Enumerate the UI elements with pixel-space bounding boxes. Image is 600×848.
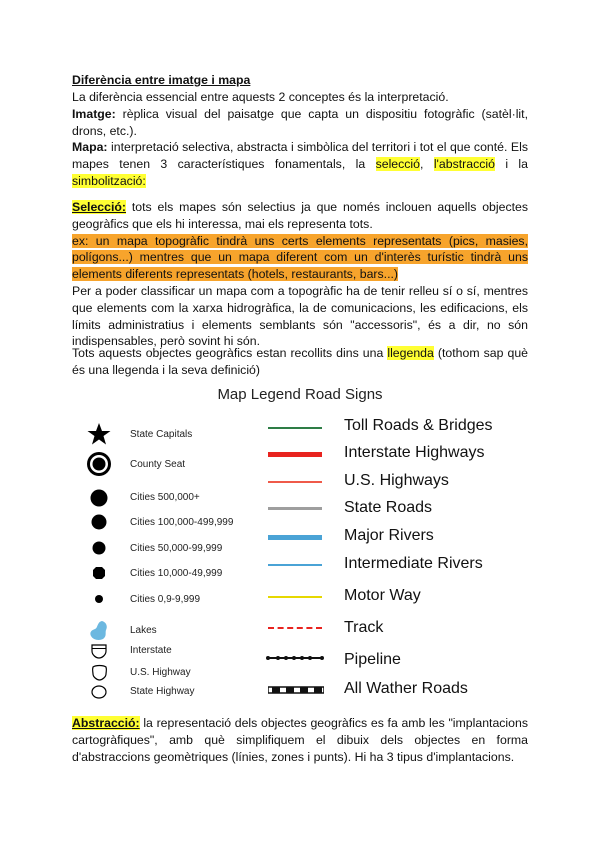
highlight-seleccio: selecció xyxy=(375,156,421,171)
abstraccio-term: Abstracció: xyxy=(72,716,140,730)
llegenda-paragraph xyxy=(72,345,528,379)
state-highway-oval-icon xyxy=(90,684,108,700)
page-title xyxy=(72,72,528,89)
mapa-sep1: , xyxy=(420,156,434,171)
legend-right-label-4: Major Rivers xyxy=(344,527,434,544)
dot-m-icon xyxy=(89,540,109,556)
dot-l-icon xyxy=(88,513,110,531)
llegenda-text-b: (tothom sap què és una llegenda i la seva definició) xyxy=(72,346,529,377)
llegenda-text-a: Tots aquests objectes geogràfics estan recollits dins una xyxy=(72,346,388,360)
legend-right-label-8: Pipeline xyxy=(344,651,401,668)
abstraccio-text: la representació dels objectes geogràfics es fa amb les "implantacions cartogràfiques", amb què simplifiquem el dibuix dels objectes en forma d'abstraccions geomètriques (línies, zones i punts). Hi ha 3 tipus d'implantacions. xyxy=(72,716,528,764)
abstraccio-paragraph xyxy=(72,715,528,765)
legend-label-8: Interstate xyxy=(130,645,172,656)
line-pipeline xyxy=(266,653,324,663)
line-intermediate-rivers xyxy=(268,564,322,566)
legend-label-6: Cities 0,9-9,999 xyxy=(130,594,201,605)
legend-right-label-2: U.S. Highways xyxy=(344,472,449,489)
legend-right-label-5: Intermediate Rivers xyxy=(344,555,483,572)
legend-label-10: State Highway xyxy=(130,686,195,697)
mapa-text: interpretació selectiva, abstracta i simbòlica del territori i tot el que conté. Els mapes tenen 3 característiques fonamentals, la xyxy=(72,140,528,171)
legend-label-2: Cities 500,000+ xyxy=(130,492,200,503)
dot-s-icon xyxy=(92,593,106,605)
star-icon xyxy=(86,422,112,446)
highlight-abstraccio: l'abstracció xyxy=(433,156,495,171)
legend-label-7: Lakes xyxy=(130,625,157,636)
line-toll-roads xyxy=(268,427,322,429)
line-us-highways xyxy=(268,481,322,483)
line-track xyxy=(268,627,322,629)
highlight-simbolitzacio: simbolització: xyxy=(72,173,146,188)
seleccio-paragraph xyxy=(72,199,528,283)
imatge-text: rèplica visual del paisatge que capta un dispositiu fotogràfic (satèl·lit, drons, etc.). xyxy=(72,107,528,138)
dot-xl-icon xyxy=(88,488,110,508)
line-state-roads xyxy=(268,507,322,510)
intro-paragraph: La diferència essencial entre aquests 2 conceptes és la interpretació. xyxy=(72,90,449,104)
octagon-icon xyxy=(90,566,108,580)
imatge-term: Imatge: xyxy=(72,107,116,121)
legend-right-label-7: Track xyxy=(344,619,384,636)
legend-right-label-1: Interstate Highways xyxy=(344,444,485,461)
seleccio-text: tots els mapes són selectius ja que només inclouen aquells objectes geogràfics que els hi interessa, mai els representa tots. xyxy=(72,200,528,231)
line-motor-way xyxy=(268,596,322,598)
legend-label-0: State Capitals xyxy=(130,429,193,440)
lake-icon xyxy=(88,619,110,641)
seleccio-example: ex: un mapa topogràfic tindrà uns certs elements representats (pics, masies, polígons...) mentres que un mapa diferent com un d'interès turístic tindrà uns elements diferents representats (hotels, restaurants, bars...) xyxy=(72,233,528,282)
line-major-rivers xyxy=(268,535,322,540)
legend-label-4: Cities 50,000-99,999 xyxy=(130,543,223,554)
heading: Diferència entre imatge i mapa xyxy=(72,73,251,87)
legend-label-9: U.S. Highway xyxy=(130,667,191,678)
legend-right-label-0: Toll Roads & Bridges xyxy=(344,417,493,434)
legend-label-3: Cities 100,000-499,999 xyxy=(130,517,234,528)
line-all-weather-roads xyxy=(268,686,324,694)
legend-title: Map Legend Road Signs xyxy=(217,386,383,403)
line-interstate-highways xyxy=(268,452,322,457)
us-highway-shield-icon xyxy=(90,663,108,681)
bullseye-icon xyxy=(86,451,112,477)
legend-right-label-9: All Wather Roads xyxy=(344,680,468,697)
mapa-paragraph xyxy=(72,139,528,189)
seleccio-term: Selecció: xyxy=(72,200,126,214)
mapa-sep2: i la xyxy=(494,156,528,171)
topografic-paragraph: Per a poder classificar un mapa com a topogràfic ha de tenir relleu sí o sí, mentres que elements com la xarxa hidrogràfica, la de comunicacions, les edificacions, els límits administratius i elements semblants són "accessoris", és a dir, no són indispensables, però sovint hi són. xyxy=(72,284,528,349)
interstate-shield-icon xyxy=(90,643,108,659)
legend-right-label-3: State Roads xyxy=(344,499,433,516)
mapa-term: Mapa: xyxy=(72,140,108,154)
legend-label-1: County Seat xyxy=(130,459,186,470)
legend-right-label-6: Motor Way xyxy=(344,587,421,604)
highlight-llegenda: llegenda xyxy=(387,346,434,360)
legend-label-5: Cities 10,000-49,999 xyxy=(130,568,223,579)
imatge-paragraph xyxy=(72,106,528,140)
